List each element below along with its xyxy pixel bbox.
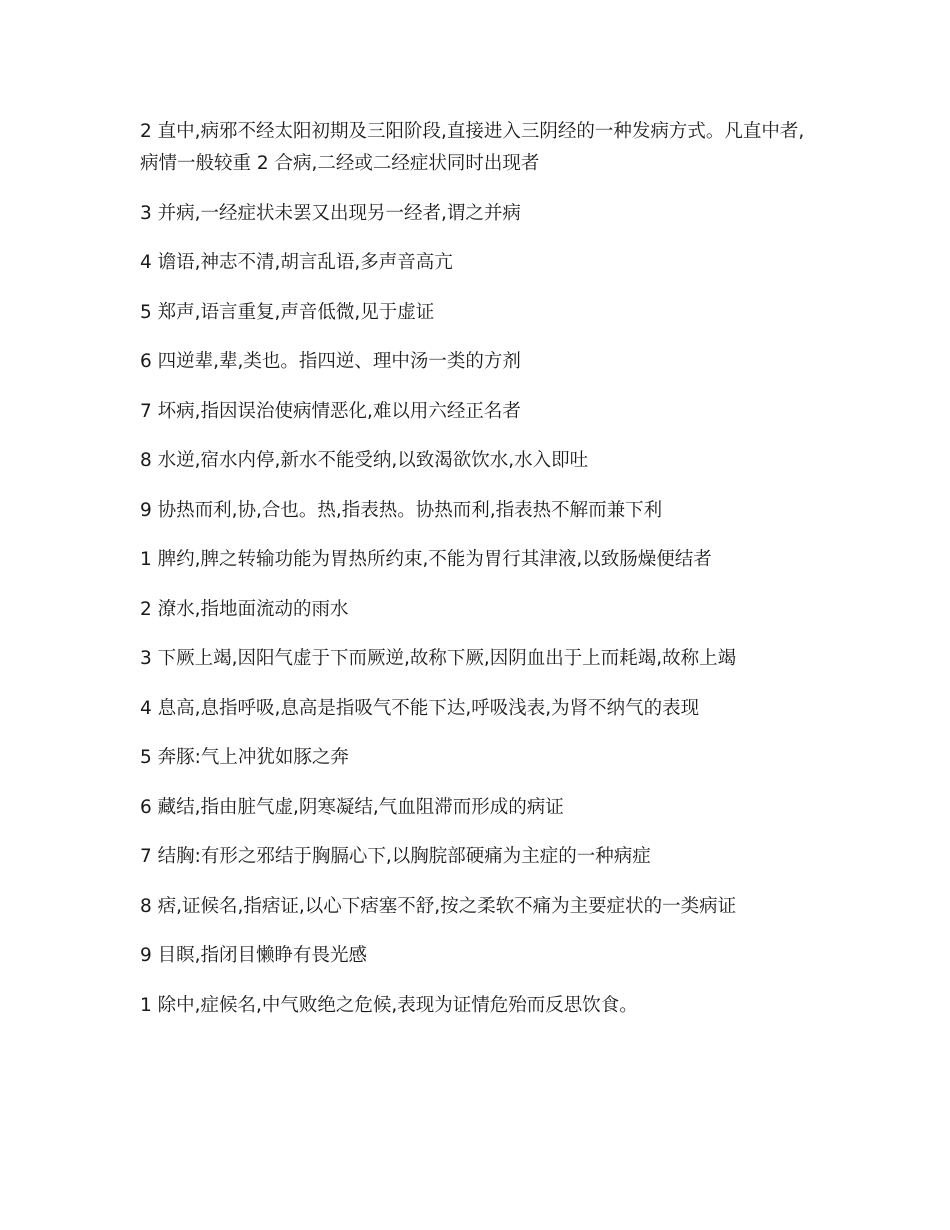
paragraph-muming: 9 目瞑,指闭目懒睁有畏光感	[140, 945, 368, 966]
paragraph-chuzhong: 1 除中,症候名,中气败绝之危候,表现为证情危殆而反思饮食。	[140, 994, 638, 1016]
paragraph-bentun: 5 奔豚:气上冲犹如豚之奔	[140, 747, 349, 768]
paragraph-zhengsheng: 5 郑声,语言重复,声音低微,见于虚证	[140, 301, 435, 323]
paragraph-bingbing: 3 并病,一经症状未罢又出现另一经者,谓之并病	[140, 202, 521, 224]
paragraph-jiexiong: 7 结胸:有形之邪结于胸膈心下,以胸脘部硬痛为主症的一种病症	[140, 846, 651, 867]
paragraph-pi: 8 痞,证候名,指痞证,以心下痞塞不舒,按之柔软不痛为主要症状的一类病证	[140, 895, 737, 917]
paragraph-zangjie: 6 藏结,指由脏气虚,阴寒凝结,气血阻滞而形成的病证	[140, 796, 564, 818]
paragraph-xigao: 4 息高,息指呼吸,息高是指吸气不能下达,呼吸浅表,为肾不纳气的表现	[140, 697, 700, 719]
paragraph-zhanyu: 4 谵语,神志不清,胡言乱语,多声音高亢	[140, 252, 453, 273]
paragraph-sinibei: 6 四逆辈,辈,类也。指四逆、理中汤一类的方剂	[140, 351, 521, 372]
paragraph-piyue: 1 脾约,脾之转输功能为胃热所约束,不能为胃行其津液,以致肠燥便结者	[140, 549, 712, 570]
paragraph-xiajueshangjie: 3 下厥上竭,因阳气虚于下而厥逆,故称下厥,因阴血出于上而耗竭,故称上竭	[140, 648, 737, 669]
paragraph-laoshui: 2 潦水,指地面流动的雨水	[140, 598, 349, 620]
paragraph-zhizhong-hebing: 2 直中,病邪不经太阳初期及三阳阶段,直接进入三阴经的一种发病方式。凡直中者,病情一般较重 2 合病,二经或二经症状同时出现者	[140, 121, 805, 174]
document-body	[140, 116, 805, 1039]
paragraph-xierelier: 9 协热而利,协,合也。热,指表热。协热而利,指表热不解而兼下利	[140, 499, 663, 521]
paragraph-shuini: 8 水逆,宿水内停,新水不能受纳,以致渴欲饮水,水入即吐	[140, 450, 589, 471]
paragraph-huaibing: 7 坏病,指因误治使病情恶化,难以用六经正名者	[140, 400, 521, 422]
